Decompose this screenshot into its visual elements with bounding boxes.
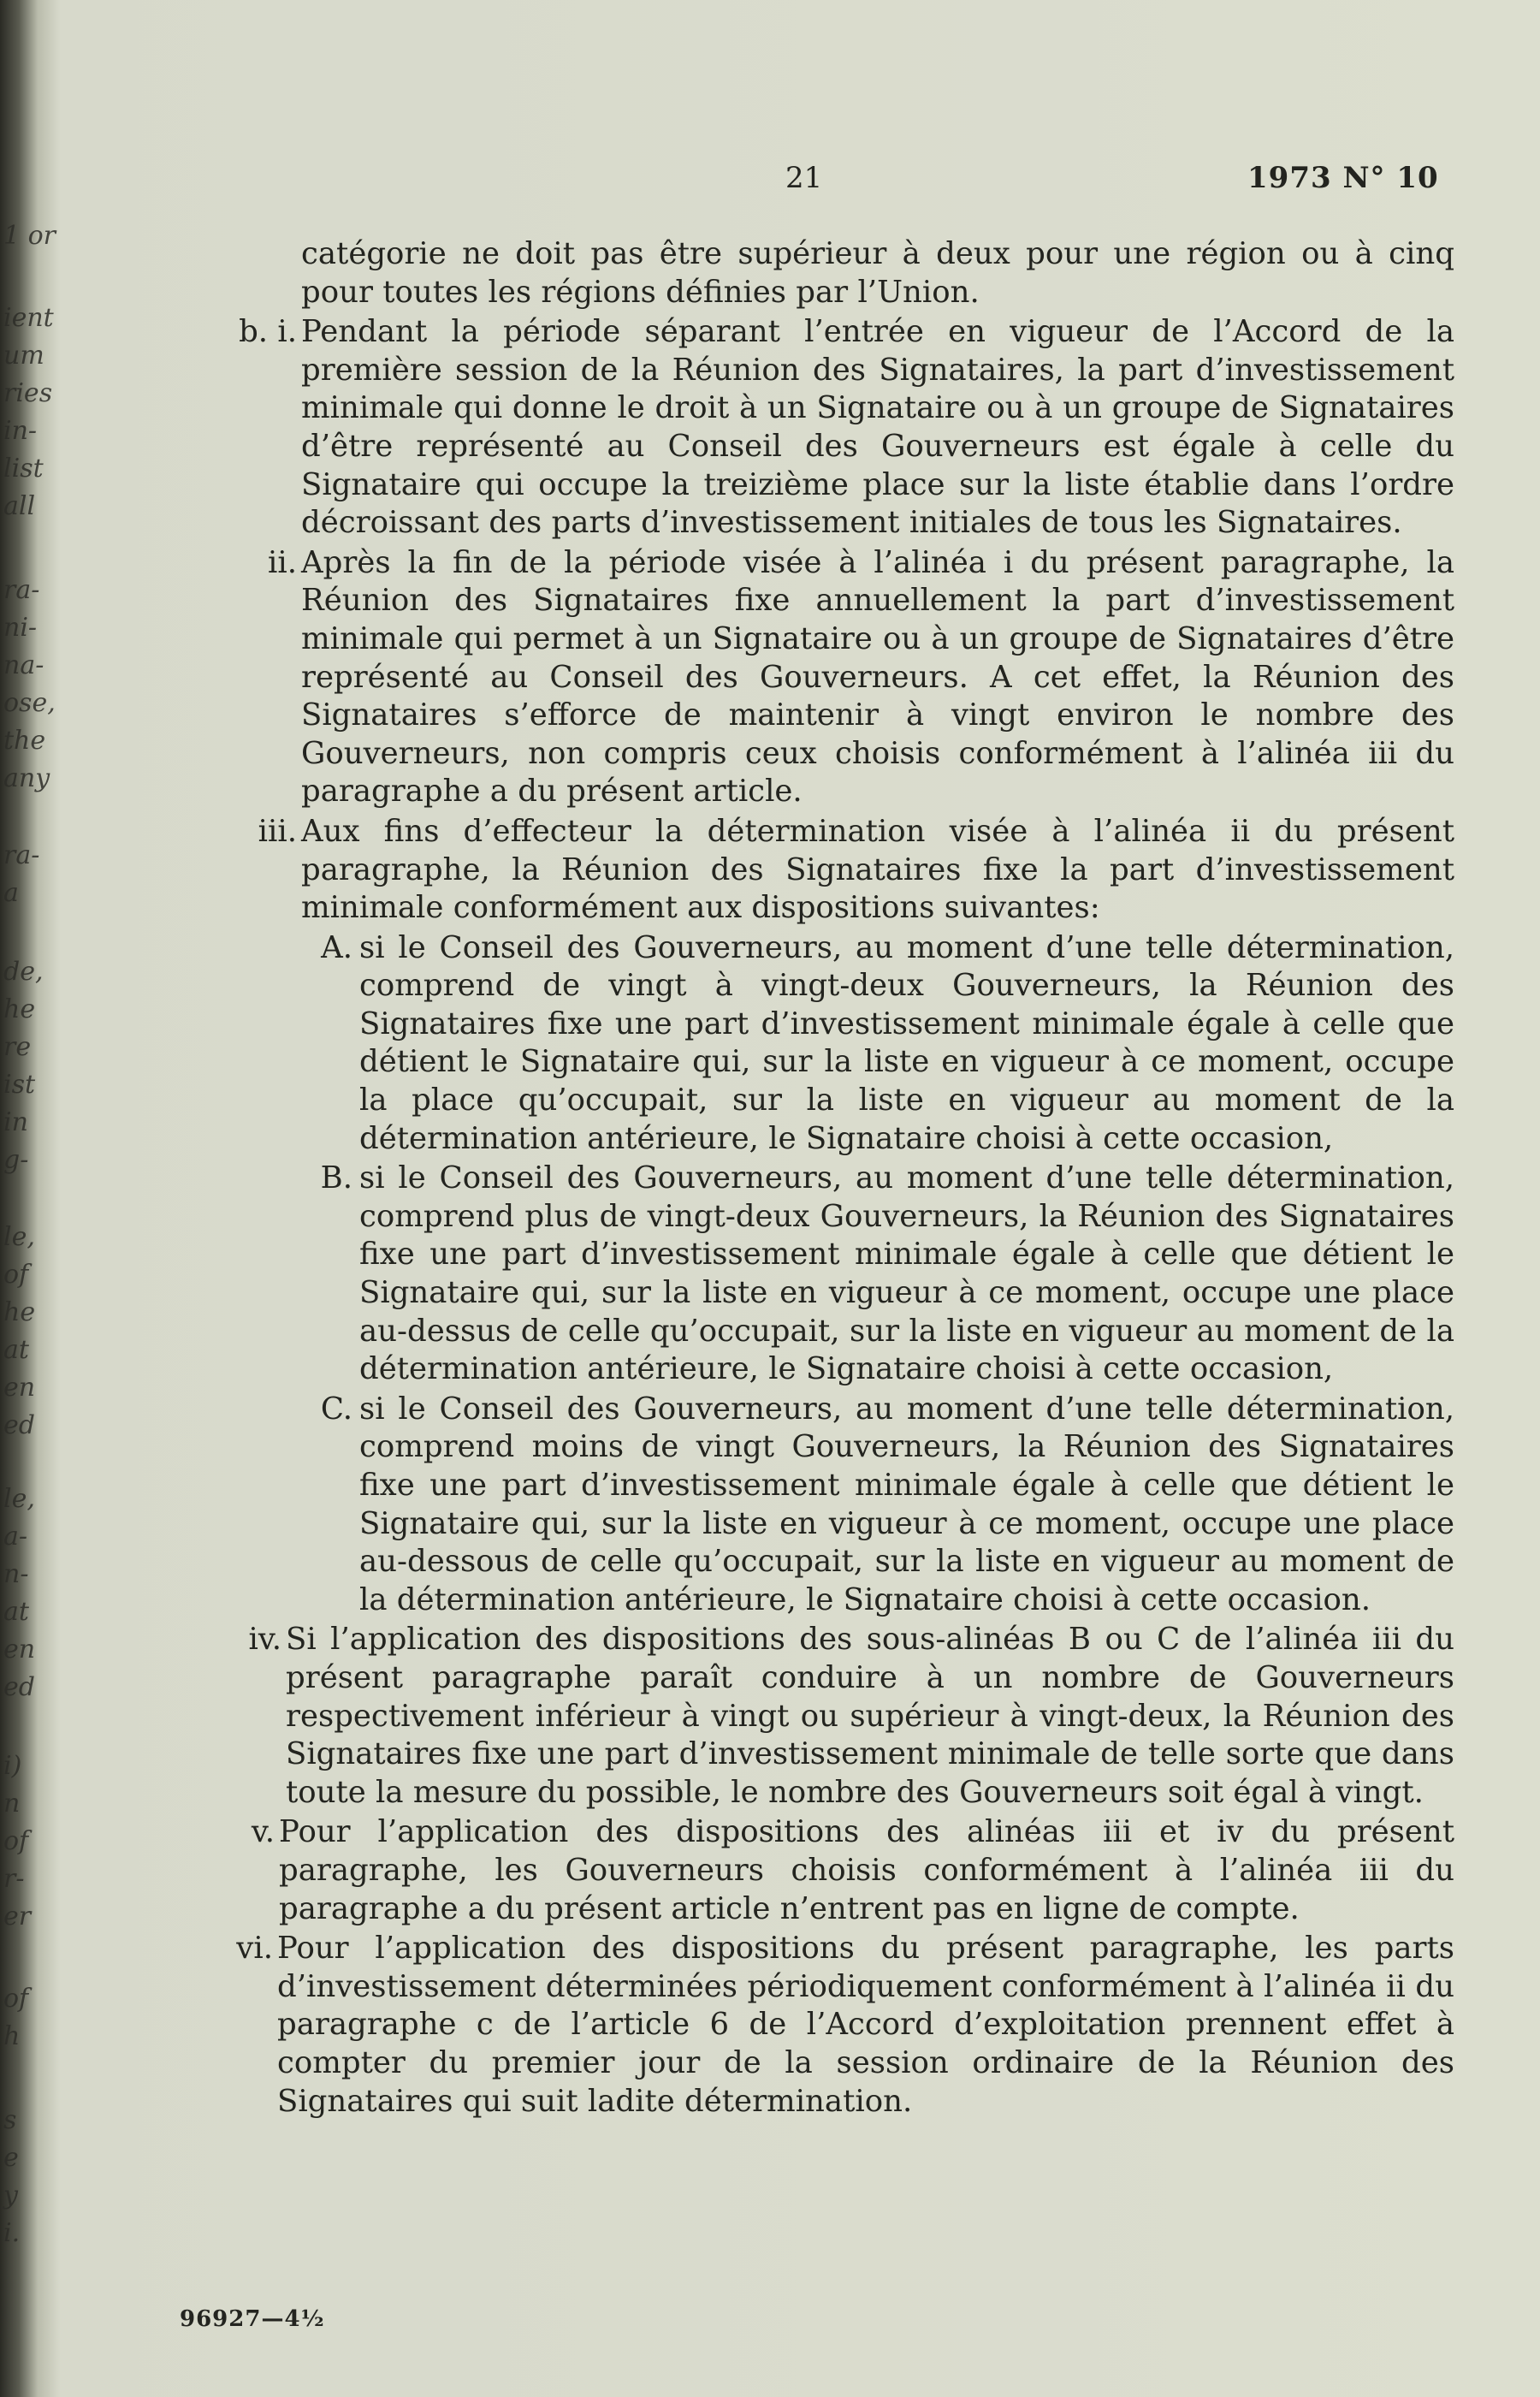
margin-fragment: n- [3,1559,29,1589]
margin-fragment: he [3,994,36,1024]
margin-fragment: of [3,1984,29,2014]
subclause-label: C. [320,1391,352,1427]
clause-label: b. i. [239,314,297,350]
clause-label: ii. [268,544,297,580]
margin-fragment: ient [3,303,54,333]
page-header [0,154,1540,205]
margin-fragment: um [3,341,44,371]
statute-reference: 1973 N° 10 [1247,161,1439,195]
margin-fragment: y [3,2180,18,2210]
subclause-b [171,1160,1454,1389]
margin-fragment: of [3,1260,29,1290]
clause-label: iv. [248,1622,281,1658]
margin-fragment: 1 or [3,221,56,251]
margin-fragment: of [3,1826,29,1856]
clause-vi [171,1930,1454,2121]
margin-fragment: g- [3,1145,29,1175]
subclause-text: si le Conseil des Gouverneurs, au moment d’une telle détermination, comprend moins de vingt Gouverneurs, la Réunion des Signataires fixe une part d’investissement minimale égale à celle que détient le Signataire qui, sur la liste en vigueur à ce moment, occupe une place au-dessous de celle qu’occupait, sur la liste en vigueur au moment de la détermination antérieure, le Signataire choisi à cette occasion. [359,1391,1454,1617]
margin-fragment: na- [3,650,44,680]
margin-fragment: ed [3,1410,35,1440]
clause-iii [171,813,1454,928]
margin-fragment: n [3,1789,21,1819]
margin-fragment: ra- [3,840,40,870]
paragraph-text: catégorie ne doit pas être supérieur à deux pour une région ou à cinq pour toutes les régions définies par l’Union. [301,236,1454,310]
printer-code: 96927—4½ [180,2306,325,2332]
margin-fragment: in- [3,416,38,446]
page-number: 21 [785,161,823,195]
margin-fragment: ed [3,1672,35,1702]
clause-text: Si l’application des dispositions des sous-alinéas B ou C de l’alinéa iii du présent paragraphe paraît conduire à un nombre de Gouverneurs respectivement inférieur à vingt ou supérieur à vingt-deux, la Réunion des Signataires fixe une part d’investissement minimale de telle sorte que dans toute la mesure du possible, le nombre des Gouverneurs soit égal à vingt. [286,1622,1454,1810]
margin-fragment: s [3,2105,17,2135]
clause-ii [171,544,1454,811]
continuation-paragraph [171,235,1454,311]
margin-fragment: i) [3,1751,22,1781]
margin-fragment: ni- [3,613,38,643]
facing-page-edge [0,0,60,2397]
margin-fragment: all [3,491,36,521]
margin-fragment: r- [3,1864,25,1894]
margin-fragment: i. [3,2218,21,2248]
clause-label: iii. [258,813,297,849]
margin-fragment: a [3,878,19,908]
margin-fragment: ra- [3,575,40,605]
clause-v [171,1813,1454,1928]
margin-fragment: er [3,1902,32,1931]
margin-fragment: at [3,1335,29,1365]
clause-b-i [171,313,1454,543]
subclause-text: si le Conseil des Gouverneurs, au moment d’une telle détermination, comprend de vingt à vingt-deux Gouverneurs, la Réunion des Signataires fixe une part d’investissement minimale égale à celle que détient le Signataire qui, sur la liste en vigueur à ce moment, occupe la place qu’occupait, sur la liste en vigueur au moment de la détermination antérieure, le Signataire choisi à cette occasion, [359,929,1454,1156]
margin-fragment: le, [3,1484,35,1514]
margin-fragment: le, [3,1222,35,1252]
margin-fragment: any [3,763,50,793]
subclause-text: si le Conseil des Gouverneurs, au moment d’une telle détermination, comprend plus de vingt-deux Gouverneurs, la Réunion des Signataires fixe une part d’investissement minimale égale à celle que détient le Signataire qui, sur la liste en vigueur à ce moment, occupe une place au-dessus de celle qu’occupait, sur la liste en vigueur au moment de la détermination antérieure, le Signataire choisi à cette occasion, [359,1160,1454,1387]
margin-fragment: ries [3,378,53,408]
clause-text: Après la fin de la période visée à l’alinéa i du présent paragraphe, la Réunion des Signataires fixe annuellement la part d’investissement minimale qui permet à un Signataire ou à un groupe de Signataires d’être représenté au Conseil des Gouverneurs. A cet effet, la Réunion des Signataires s’efforce de maintenir à vingt environ le nombre des Gouverneurs, non compris ceux choisis conformément à l’alinéa iii du paragraphe a du présent article. [301,544,1454,810]
margin-fragment: de, [3,957,44,987]
margin-fragment: en [3,1373,36,1403]
margin-fragment: he [3,1297,36,1327]
clause-iv [171,1621,1454,1812]
margin-fragment: en [3,1635,36,1664]
margin-fragment: ose, [3,688,56,718]
margin-fragment: a- [3,1522,28,1552]
subclause-a [171,929,1454,1159]
margin-fragment: list [3,454,44,484]
margin-fragment: ist [3,1070,36,1100]
document-body [171,235,1454,2122]
clause-label: v. [251,1814,275,1850]
margin-fragment: the [3,726,46,756]
margin-fragment: at [3,1597,29,1627]
clause-label: vi. [236,1931,273,1967]
clause-text: Pour l’application des dispositions du présent paragraphe, les parts d’investissement déterminées périodiquement conformément à l’alinéa ii du paragraphe c de l’article 6 de l’Accord d’exploitation prennent effet à compter du premier jour de la session ordinaire de la Réunion des Signataires qui suit ladite détermination. [277,1931,1454,2119]
clause-text: Aux fins d’effecteur la détermination visée à l’alinéa ii du présent paragraphe, la Réunion des Signataires fixe la part d’investissement minimale conformément aux dispositions suivantes: [301,813,1454,926]
margin-fragment: h [3,2021,21,2051]
clause-text: Pour l’application des dispositions des alinéas iii et iv du présent paragraphe, les Gouverneurs choisis conformément à l’alinéa iii du paragraphe a du présent article n’entrent pas en ligne de compte. [279,1814,1454,1926]
margin-fragment: re [3,1032,32,1062]
subclause-label: A. [321,929,352,965]
subclause-c [171,1391,1454,1620]
margin-fragment: in [3,1107,28,1137]
subclause-label: B. [320,1160,352,1196]
clause-text: Pendant la période séparant l’entrée en vigueur de l’Accord de la première session de la Réunion des Signataires, la part d’investissement minimale qui donne le droit à un Signataire ou à un groupe de Signataires d’être représenté au Conseil des Gouverneurs est égale à celle du Signataire qui occupe la treizième place sur la liste établie dans l’ordre décroissant des parts d’investissement initiales de tous les Signataires. [301,314,1454,541]
margin-fragment: e [3,2143,19,2173]
